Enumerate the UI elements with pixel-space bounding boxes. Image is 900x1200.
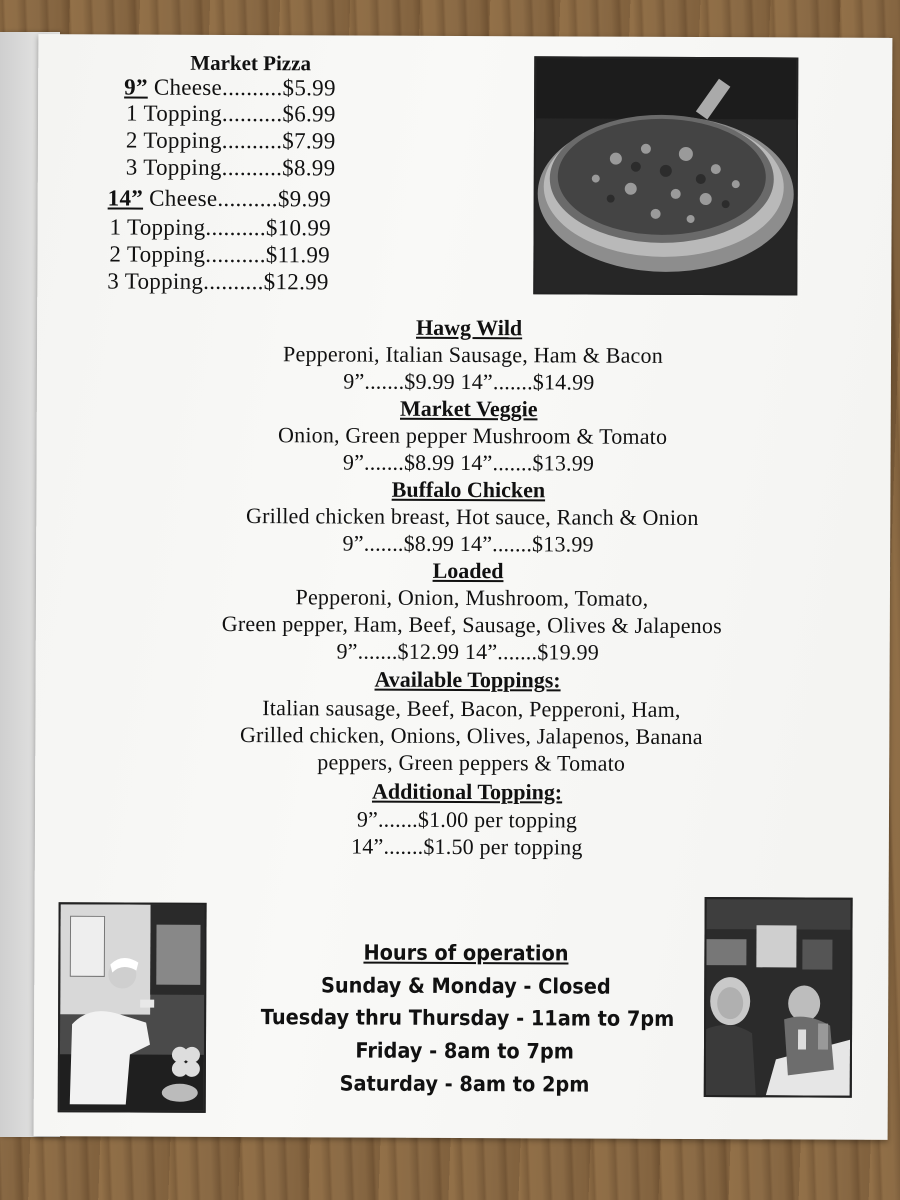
price-14-cheese	[108, 185, 332, 212]
loaded-title: Loaded	[432, 557, 504, 584]
price-9-3-topping: 3 Topping..........$8.99	[125, 154, 336, 181]
hours-friday: Friday - 8am to 7pm	[355, 1038, 574, 1064]
price-9-cheese	[124, 75, 336, 102]
pizza-photo-image	[535, 58, 796, 293]
hours-tue-thu: Tuesday thru Thursday - 11am to 7pm	[260, 1005, 675, 1031]
hawg-wild-desc: Pepperoni, Italian Sausage, Ham & Bacon	[283, 341, 664, 368]
market-veggie-price: 9”.......$8.99 14”.......$13.99	[342, 449, 595, 476]
toppings-line3: peppers, Green peppers & Tomato	[317, 749, 626, 776]
hawg-wild-title: Hawg Wild	[415, 314, 523, 341]
loaded-desc-line1: Pepperoni, Onion, Mushroom, Tomato,	[295, 584, 649, 611]
menu-page	[34, 34, 893, 1140]
buffalo-chicken-price: 9”.......$8.99 14”.......$13.99	[342, 530, 594, 557]
hours-saturday: Saturday - 8am to 2pm	[339, 1071, 590, 1097]
additional-14-price: 14”.......$1.50 per topping	[351, 833, 583, 860]
price-14-3-topping: 3 Topping..........$12.99	[107, 268, 329, 295]
toppings-line2: Grilled chicken, Onions, Olives, Jalapenos, Banana	[239, 722, 703, 750]
pizza-photo	[533, 56, 798, 295]
price-14-2-topping: 2 Topping..........$11.99	[109, 241, 331, 268]
price-14-1-topping: 1 Topping..........$10.99	[109, 214, 332, 241]
toppings-line1: Italian sausage, Beef, Bacon, Pepperoni, Ham,	[262, 695, 681, 722]
loaded-desc-line2: Green pepper, Ham, Beef, Sausage, Olives & Jalapenos	[221, 610, 722, 639]
market-pizza-title: Market Pizza	[190, 50, 312, 76]
price-9-cheese-text: Cheese..........$5.99	[153, 74, 336, 101]
loaded-price: 9”.......$12.99 14”.......$19.99	[336, 638, 599, 665]
market-veggie-title: Market Veggie	[399, 395, 538, 422]
price-9-2-topping: 2 Topping..........$7.99	[125, 127, 336, 154]
buffalo-chicken-desc: Grilled chicken breast, Hot sauce, Ranch & Onion	[245, 503, 699, 531]
price-9-1-topping: 1 Topping..........$6.99	[126, 100, 336, 127]
buffalo-chicken-title: Buffalo Chicken	[391, 476, 546, 503]
hawg-wild-price: 9”.......$9.99 14”.......$14.99	[343, 368, 595, 395]
additional-9-price: 9”.......$1.00 per topping	[356, 806, 578, 833]
market-veggie-desc: Onion, Green pepper Mushroom & Tomato	[278, 422, 668, 449]
hours-title: Hours of operation	[363, 940, 569, 966]
price-14-cheese-text: Cheese..........$9.99	[149, 185, 332, 212]
size-9-label: 9”	[124, 74, 148, 100]
size-14-label: 14”	[107, 185, 144, 211]
hours-sun-mon: Sunday & Monday - Closed	[320, 973, 611, 999]
additional-topping-title: Additional Topping:	[371, 778, 563, 805]
available-toppings-title: Available Toppings:	[374, 666, 561, 693]
